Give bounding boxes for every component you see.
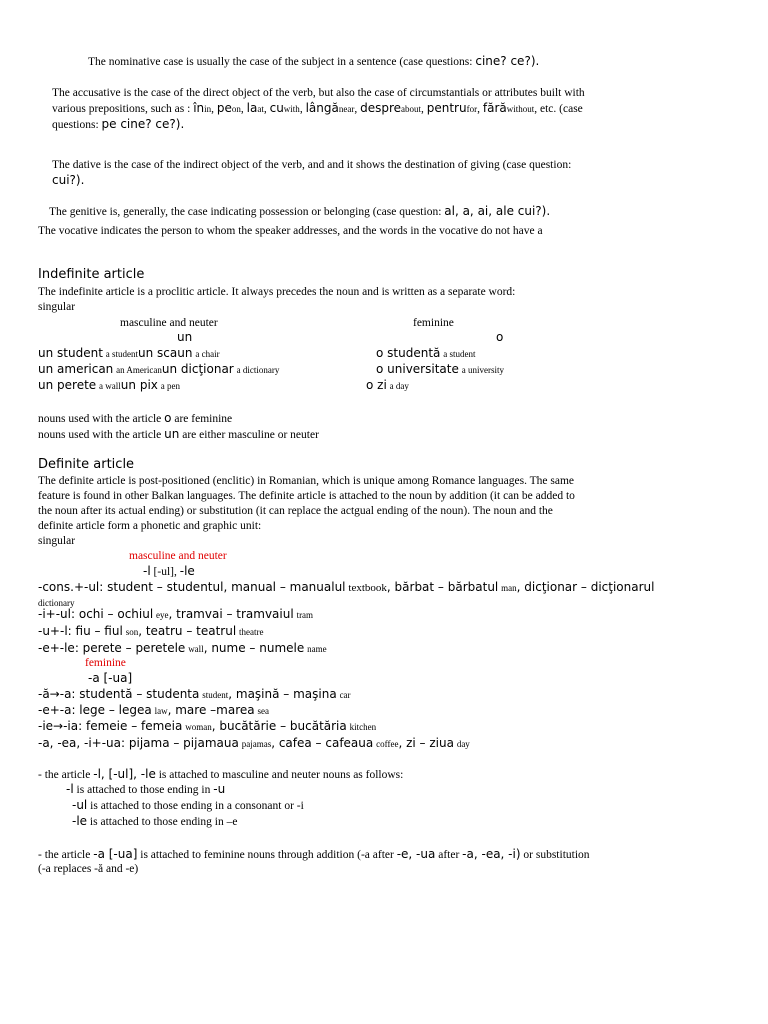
- gloss-a-day: a day: [389, 381, 409, 391]
- rule1-tail: is attached to masculine and neuter nouns as follows:: [158, 769, 404, 781]
- indefinite-row-3-fem: [366, 378, 409, 393]
- masc-example-1: [38, 580, 654, 595]
- indefinite-heading: Indefinite article: [38, 267, 145, 282]
- preposition-langa: lângă: [305, 101, 339, 115]
- indefinite-row-3: [38, 378, 180, 393]
- dative-line-2: [52, 173, 84, 188]
- gloss-textbook: textbook: [348, 582, 387, 594]
- fem-ex1-a: -ă→-a: studentă – studenta: [38, 687, 200, 701]
- vocative-line: [38, 224, 543, 238]
- masc-ex1-a: -cons.+-ul: student – studentul, manual – manualul: [38, 580, 346, 594]
- gloss-a-wall: a wall: [99, 381, 121, 391]
- masculine-neuter-heading: masculine and neuter: [129, 550, 227, 562]
- masculine-forms: [143, 564, 195, 579]
- gloss-for: for: [466, 104, 478, 114]
- rule-substitution: (-a replaces -ă and -e): [38, 863, 139, 875]
- fem-ex1-b: , maşină – maşina: [228, 687, 337, 701]
- rule4-text: is attached to those ending in –e: [89, 816, 238, 828]
- preposition-pentru: pentru: [426, 101, 467, 115]
- gloss-with: with: [283, 104, 300, 114]
- gloss-kitchen: kitchen: [349, 722, 377, 732]
- dative-text: The dative is the case of the indirect object of the verb, and and it shows the destination of giving (case question:: [52, 159, 572, 171]
- gloss-coffee: coffee: [376, 739, 399, 749]
- rule4-form: -le: [72, 814, 88, 828]
- feminine-forms: -a [-ua]: [88, 671, 133, 685]
- word-un-scaun: un scaun: [138, 346, 193, 360]
- fem-ex2-b: , mare –marea: [167, 703, 255, 717]
- masc-ex1-b: , bărbat – bărbatul: [386, 580, 499, 594]
- gloss-about: about: [401, 104, 421, 114]
- gloss-on: on: [231, 104, 241, 114]
- rule5-endings-2: -a, -ea, -i): [462, 847, 521, 861]
- definite-desc-2: feature is found in other Balkan languages. The definite article is attached to the noun by addition (it can be added to: [38, 490, 575, 502]
- rule5-text: - the article: [38, 849, 91, 861]
- gloss-a-pen: a pen: [160, 381, 180, 391]
- rule-l: [66, 782, 225, 797]
- gloss-sea: sea: [257, 706, 269, 716]
- gloss-name: name: [307, 644, 327, 654]
- gloss-law: law: [154, 706, 168, 716]
- rule2-form: -l: [66, 782, 74, 796]
- genitive-text: The genitive is, generally, the case indicating possession or belonging (case question:: [49, 206, 442, 218]
- gloss-a-chair: a chair: [195, 349, 220, 359]
- rule5-endings-1: -e, -ua: [396, 847, 436, 861]
- gloss-a-student-fem: a student: [443, 349, 476, 359]
- word-o-universitate: o universitate: [376, 362, 459, 376]
- fem-ex4-a: -a, -ea, -i+-ua: pijama – pijamaua: [38, 736, 239, 750]
- nominative-questions: cine? ce?).: [475, 54, 540, 68]
- word-un-pix: un pix: [120, 378, 158, 392]
- preposition-despre: despre: [360, 101, 401, 115]
- note-feminine: [38, 411, 232, 426]
- col-feminine: feminine: [413, 317, 454, 329]
- genitive-questions: al, a, ai, ale cui?).: [444, 204, 551, 218]
- preposition-fara: fără: [482, 101, 507, 115]
- genitive-line: [49, 204, 550, 219]
- masc-ex2-a: -i+-ul: ochi – ochiul: [38, 607, 154, 621]
- note-feminine-text: nouns used with the article: [38, 413, 162, 425]
- gloss-man: man: [501, 583, 517, 593]
- gloss-an-american: an American: [116, 365, 162, 375]
- indefinite-row-2-fem: [376, 362, 504, 377]
- accusative-text-3: questions:: [52, 119, 99, 131]
- note-masculine-article: un: [164, 427, 180, 441]
- rule1-text: - the article: [38, 769, 91, 781]
- fem-example-2: [38, 703, 269, 718]
- form-le: -le: [179, 564, 195, 578]
- indefinite-description: The indefinite article is a proclitic article. It always precedes the noun and is written as a separate word:: [38, 286, 516, 298]
- gloss-tram: tram: [296, 610, 314, 620]
- gloss-car: car: [339, 690, 351, 700]
- gloss-eye: eye: [156, 610, 169, 620]
- definite-desc-1: The definite article is post-positioned (enclitic) in Romanian, which is unique among Romance languages. The same: [38, 475, 574, 487]
- dative-line-1: [52, 158, 571, 172]
- fem-example-3: [38, 719, 376, 734]
- masc-ex1-c: , dicţionar – dicţionarul: [516, 580, 655, 594]
- masc-example-2: [38, 607, 313, 622]
- nominative-line: [88, 54, 539, 69]
- preposition-pe: pe: [216, 101, 232, 115]
- feminine-heading: feminine: [85, 657, 126, 669]
- gloss-without: without: [506, 104, 535, 114]
- masc-ex3-a: -u+-l: fiu – fiul: [38, 624, 123, 638]
- note-masculine-tail: are either masculine or neuter: [182, 429, 319, 441]
- definite-heading: Definite article: [38, 457, 135, 472]
- rule-feminine: [38, 847, 590, 862]
- definite-singular-label: singular: [38, 535, 76, 547]
- indefinite-row-1: [38, 346, 220, 361]
- indefinite-row-2: [38, 362, 279, 377]
- fem-example-4: [38, 736, 470, 751]
- rule2-text: is attached to those ending in: [76, 784, 211, 796]
- accusative-tail: , etc. (case: [534, 103, 583, 115]
- vocative-text: The vocative indicates the person to whom the speaker addresses, and the words in the vocative do not have a: [38, 225, 543, 237]
- accusative-line-1: [52, 86, 585, 100]
- fem-ex2-a: -e+-a: lege – legea: [38, 703, 152, 717]
- preposition-la: la: [246, 101, 258, 115]
- article-un: un: [177, 330, 193, 344]
- gloss-near: near: [338, 104, 355, 114]
- masc-example-3: [38, 624, 264, 639]
- fem-ex4-b: , cafea – cafeaua: [271, 736, 374, 750]
- gloss-a-student: a student: [105, 349, 139, 359]
- gloss-wall: wall: [188, 644, 204, 654]
- col-masculine-neuter: masculine and neuter: [120, 317, 218, 329]
- accusative-line-2: various prepositions, such as : înin, peon, laat, cuwith, lângănear, despreabout, pentrufor, fărăwithout, etc. (case: [52, 101, 583, 115]
- note-feminine-article: o: [164, 411, 172, 425]
- gloss-day: day: [456, 739, 470, 749]
- note-masculine-neuter: [38, 427, 319, 442]
- accusative-line-3: [52, 117, 184, 132]
- rule3-form: -ul: [72, 798, 88, 812]
- fem-ex3-b: , bucătărie – bucătăria: [211, 719, 347, 733]
- rule1-forms: -l, [-ul], -le: [93, 767, 156, 781]
- fem-ex4-c: , zi – ziua: [398, 736, 454, 750]
- indefinite-row-1-fem: [376, 346, 476, 361]
- accusative-text-1: The accusative is the case of the direct object of the verb, but also the case of circumstantials or attributes built with: [52, 87, 585, 99]
- dative-questions: cui?).: [52, 173, 85, 187]
- word-o-studenta: o studentă: [376, 346, 441, 360]
- note-masculine-text: nouns used with the article: [38, 429, 162, 441]
- rule5-after: after: [438, 849, 460, 861]
- masc-ex3-b: , teatru – teatrul: [138, 624, 237, 638]
- word-un-american: un american: [38, 362, 114, 376]
- rule3-text: is attached to those ending in a consonant or -i: [90, 800, 304, 812]
- masc-ex4-a: -e+-le: perete – peretele: [38, 641, 186, 655]
- gloss-pajamas: pajamas: [241, 739, 272, 749]
- fem-example-1: [38, 687, 351, 702]
- nominative-text: The nominative case is usually the case of the subject in a sentence (case questions:: [88, 56, 473, 68]
- gloss-dictionary: dictionary: [38, 598, 75, 608]
- word-un-perete: un perete: [38, 378, 97, 392]
- rule5-middle: is attached to feminine nouns through addition (-a after: [140, 849, 394, 861]
- note-feminine-tail: are feminine: [174, 413, 233, 425]
- preposition-in: în: [193, 101, 205, 115]
- rule-ul: [72, 798, 304, 813]
- rule5-forms: -a [-ua]: [93, 847, 138, 861]
- fem-ex3-a: -ie→-ia: femeie – femeia: [38, 719, 183, 733]
- form-ul: [-ul],: [153, 566, 177, 578]
- accusative-questions: pe cine? ce?).: [101, 117, 185, 131]
- gloss-a-dictionary: a dictionary: [236, 365, 280, 375]
- gloss-a-university: a university: [461, 365, 504, 375]
- definite-desc-3: the noun after its actual ending) or substitution (it can replace the actgual ending of the noun). The noun and the: [38, 505, 553, 517]
- masc-example-4: [38, 641, 327, 656]
- definite-desc-4: definite article form a phonetic and graphic unit:: [38, 520, 262, 532]
- gloss-student: student: [202, 690, 229, 700]
- rule5-tail: or substitution: [523, 849, 590, 861]
- form-l: -l: [143, 564, 151, 578]
- gloss-theatre: theatre: [239, 627, 264, 637]
- rule2-ending: -u: [213, 782, 226, 796]
- gloss-at: at: [257, 104, 264, 114]
- article-o: o: [496, 330, 504, 344]
- word-un-dictionar: un dicţionar: [161, 362, 234, 376]
- masc-ex4-b: , nume – numele: [203, 641, 305, 655]
- gloss-son: son: [125, 627, 139, 637]
- accusative-text-2: various prepositions, such as :: [52, 103, 191, 115]
- preposition-cu: cu: [269, 101, 284, 115]
- indefinite-singular-label: singular: [38, 301, 76, 313]
- gloss-in: in: [204, 104, 212, 114]
- word-un-student: un student: [38, 346, 103, 360]
- rule-masculine: [38, 767, 403, 782]
- gloss-woman: woman: [185, 722, 212, 732]
- rule-le: [72, 814, 237, 829]
- word-o-zi: o zi: [366, 378, 387, 392]
- masc-ex2-b: , tramvai – tramvaiul: [168, 607, 294, 621]
